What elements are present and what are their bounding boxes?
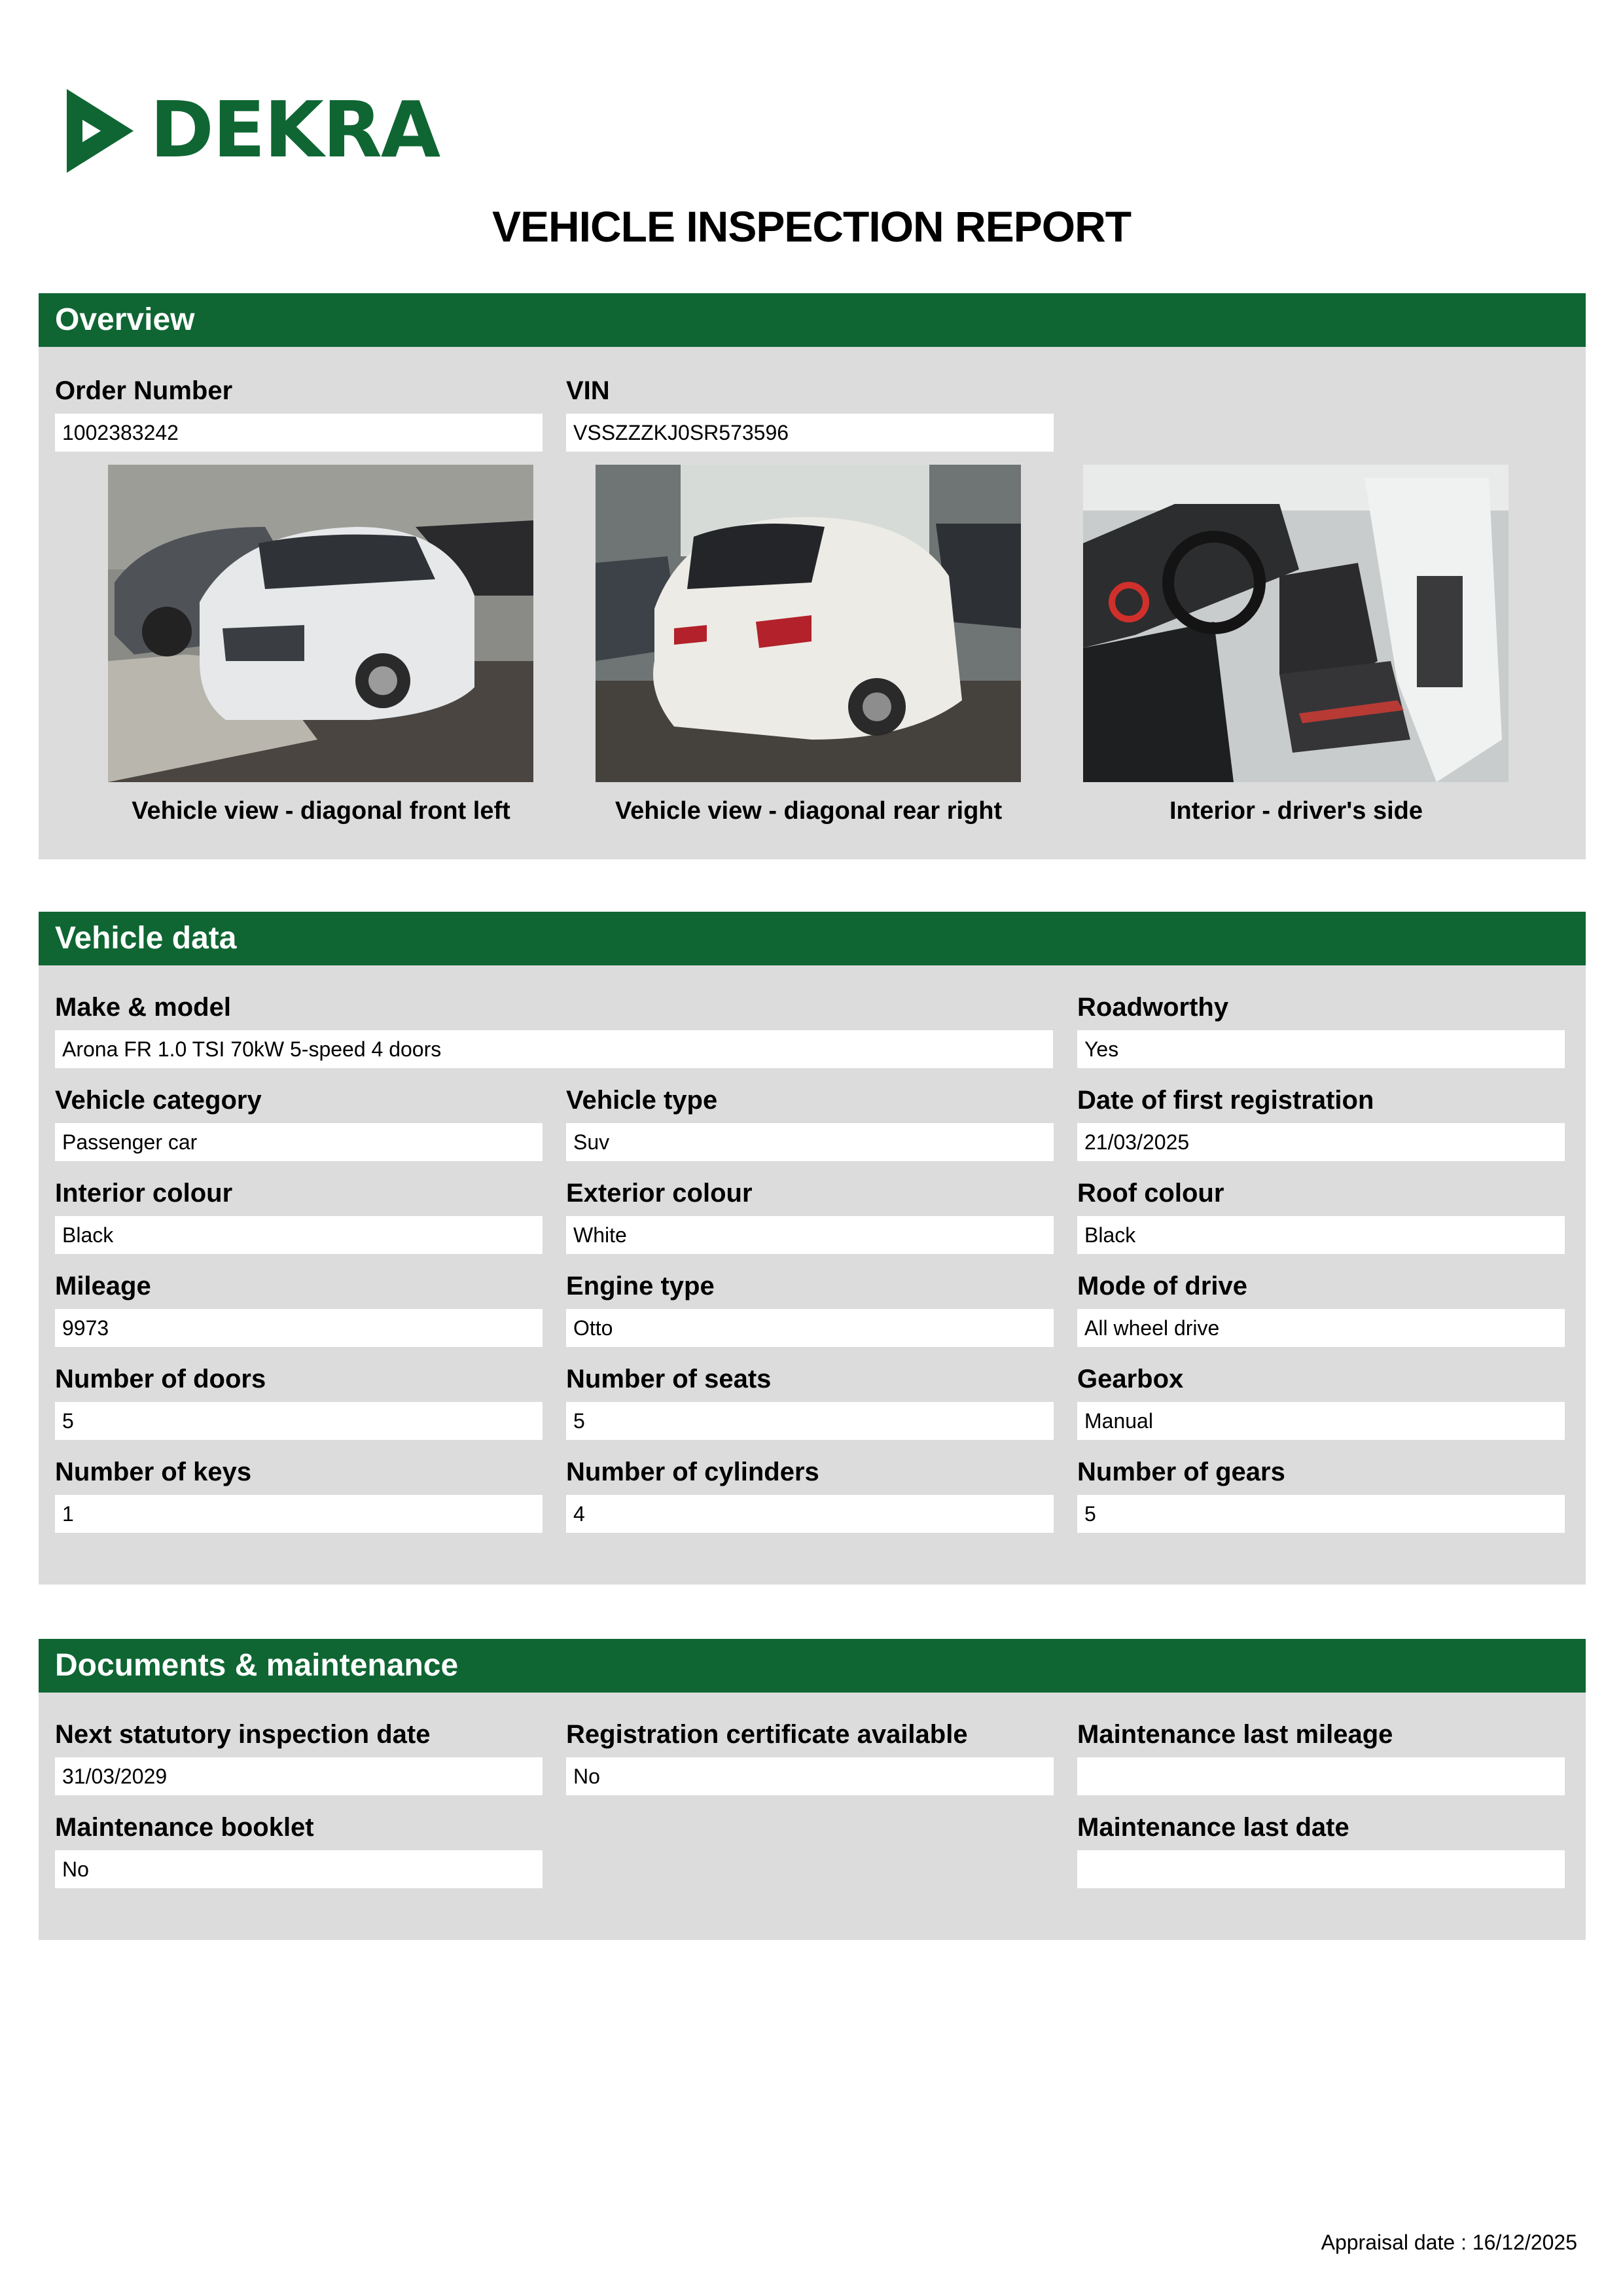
- number-of-doors-field: [55, 1364, 543, 1440]
- first-registration-field: [1077, 1085, 1565, 1161]
- field-label: Make & model: [55, 993, 231, 1022]
- field-label: Maintenance booklet: [55, 1813, 314, 1842]
- field-label: Gearbox: [1077, 1365, 1184, 1393]
- field-label: Vehicle type: [566, 1086, 718, 1115]
- maintenance-last-date-field: [1077, 1812, 1565, 1888]
- car-rear-photo-icon: [596, 465, 1021, 782]
- field-label: Interior colour: [55, 1179, 233, 1208]
- field-label: Registration certificate available: [566, 1720, 968, 1749]
- order-number-label: Order Number: [55, 376, 233, 405]
- number-of-seats-field: [566, 1364, 1054, 1440]
- dekra-logo: [60, 84, 439, 175]
- field-label: Next statutory inspection date: [55, 1720, 431, 1749]
- next-inspection-field: [55, 1719, 543, 1795]
- photo-front-left[interactable]: [108, 465, 533, 782]
- field-value: Manual: [1077, 1402, 1565, 1440]
- engine-type-field: [566, 1271, 1054, 1347]
- vehicle-data-section: [39, 912, 1586, 1585]
- field-value: Black: [1077, 1216, 1565, 1254]
- roadworthy-field: [1077, 992, 1565, 1068]
- documents-section: [39, 1639, 1586, 1940]
- field-label: Number of keys: [55, 1458, 252, 1486]
- documents-header: Documents & maintenance: [39, 1639, 1586, 1693]
- field-label: Mode of drive: [1077, 1272, 1248, 1300]
- appraisal-date: Appraisal date : 16/12/2025: [1321, 2231, 1577, 2254]
- vin-value: VSSZZZKJ0SR573596: [566, 414, 1054, 452]
- field-label: Roof colour: [1077, 1179, 1224, 1208]
- field-label: Maintenance last mileage: [1077, 1720, 1393, 1749]
- maintenance-booklet-field: [55, 1812, 543, 1888]
- field-value: No: [55, 1850, 543, 1888]
- number-of-cylinders-field: [566, 1457, 1054, 1533]
- vin-field: [566, 376, 1054, 452]
- field-label: Number of cylinders: [566, 1458, 819, 1486]
- order-number-value: 1002383242: [55, 414, 543, 452]
- field-value: All wheel drive: [1077, 1309, 1565, 1347]
- field-value: 5: [55, 1402, 543, 1440]
- photo-interior-caption: Interior - driver's side: [1169, 797, 1423, 825]
- registration-certificate-field: [566, 1719, 1054, 1795]
- roof-colour-field: [1077, 1178, 1565, 1254]
- dekra-logo-icon: [60, 84, 135, 175]
- field-label: Vehicle category: [55, 1086, 262, 1115]
- field-value: Otto: [566, 1309, 1054, 1347]
- gearbox-field: [1077, 1364, 1565, 1440]
- field-label: Number of doors: [55, 1365, 266, 1393]
- maintenance-last-mileage-field: [1077, 1719, 1565, 1795]
- car-interior-photo-icon: [1083, 465, 1508, 782]
- vin-label: VIN: [566, 376, 610, 405]
- interior-colour-field: [55, 1178, 543, 1254]
- field-value: Passenger car: [55, 1123, 543, 1161]
- photo-interior[interactable]: [1083, 465, 1508, 782]
- photo-front-left-caption: Vehicle view - diagonal front left: [132, 797, 510, 825]
- field-value: White: [566, 1216, 1054, 1254]
- report-title: VEHICLE INSPECTION REPORT: [491, 202, 1132, 251]
- field-label: Mileage: [55, 1272, 151, 1300]
- car-front-photo-icon: [108, 465, 533, 782]
- field-label: Maintenance last date: [1077, 1813, 1349, 1842]
- field-value: Yes: [1077, 1030, 1565, 1068]
- field-label: Number of seats: [566, 1365, 772, 1393]
- brand-name: DEKRA: [150, 84, 440, 175]
- field-value: Black: [55, 1216, 543, 1254]
- vehicle-data-header: Vehicle data: [39, 912, 1586, 965]
- field-label: Exterior colour: [566, 1179, 753, 1208]
- field-value: 5: [566, 1402, 1054, 1440]
- mode-of-drive-field: [1077, 1271, 1565, 1347]
- mileage-field: [55, 1271, 543, 1347]
- field-label: Engine type: [566, 1272, 715, 1300]
- vehicle-category-field: [55, 1085, 543, 1161]
- overview-section: [39, 293, 1586, 859]
- make-model-field: [55, 992, 1053, 1068]
- field-value: 4: [566, 1495, 1054, 1533]
- field-value: No: [566, 1757, 1054, 1795]
- order-number-field: [55, 376, 543, 452]
- field-value: 21/03/2025: [1077, 1123, 1565, 1161]
- field-value: [1077, 1757, 1565, 1795]
- overview-header: Overview: [39, 293, 1586, 347]
- photo-rear-right[interactable]: [596, 465, 1021, 782]
- field-value: 5: [1077, 1495, 1565, 1533]
- field-label: Roadworthy: [1077, 993, 1229, 1022]
- field-label: Number of gears: [1077, 1458, 1285, 1486]
- field-value: Suv: [566, 1123, 1054, 1161]
- field-value: 31/03/2029: [55, 1757, 543, 1795]
- field-value: 9973: [55, 1309, 543, 1347]
- photo-rear-right-caption: Vehicle view - diagonal rear right: [615, 797, 1003, 825]
- number-of-keys-field: [55, 1457, 543, 1533]
- number-of-gears-field: [1077, 1457, 1565, 1533]
- vehicle-type-field: [566, 1085, 1054, 1161]
- field-value: Arona FR 1.0 TSI 70kW 5-speed 4 doors: [55, 1030, 1053, 1068]
- exterior-colour-field: [566, 1178, 1054, 1254]
- field-label: Date of first registration: [1077, 1086, 1374, 1115]
- field-value: 1: [55, 1495, 543, 1533]
- field-value: [1077, 1850, 1565, 1888]
